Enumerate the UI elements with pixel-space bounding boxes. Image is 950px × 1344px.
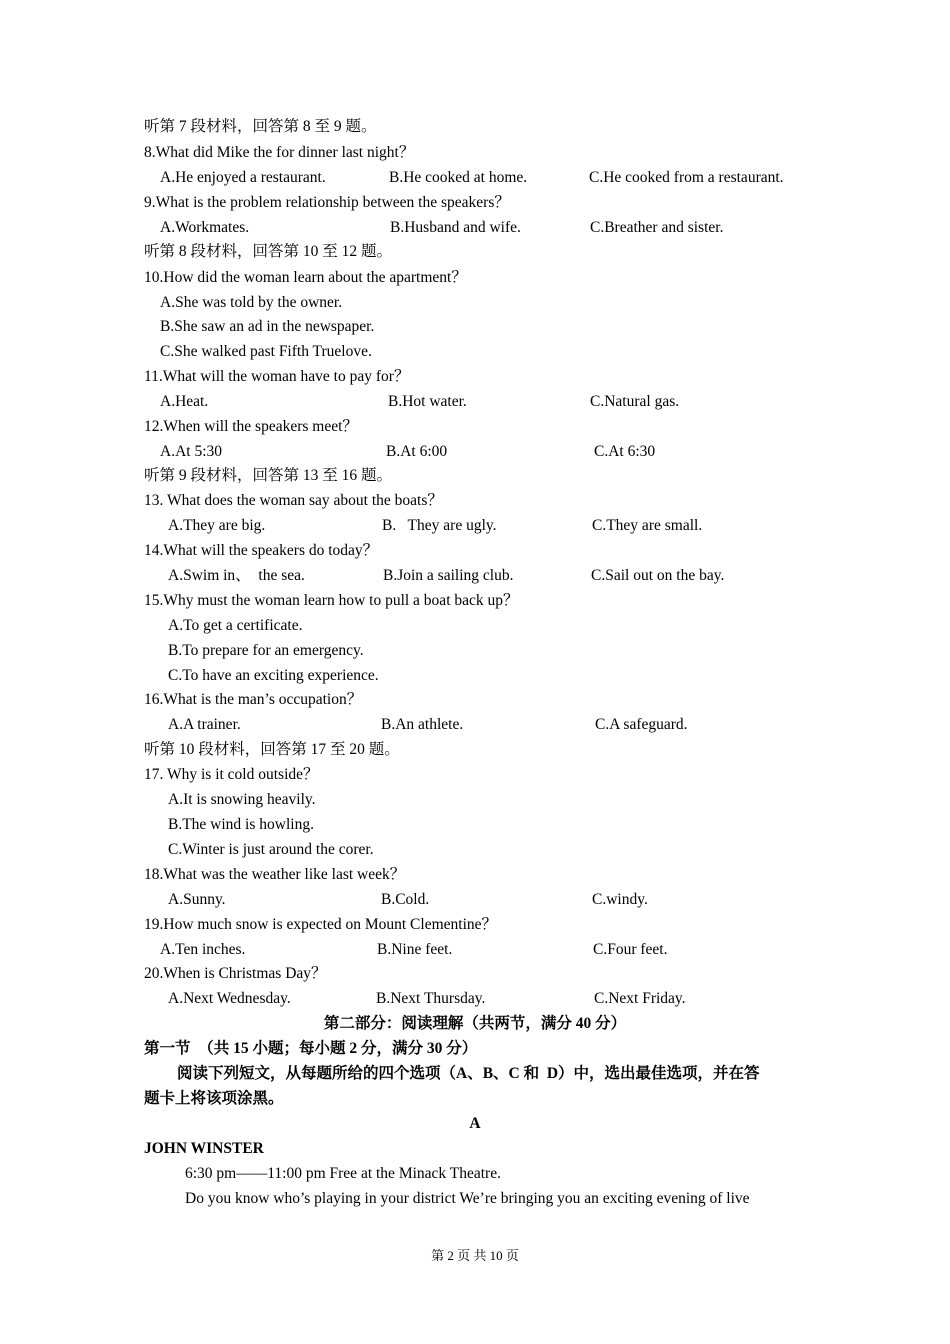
q19-option-a: A.Ten inches. xyxy=(160,941,246,958)
q15-option-a: A.To get a certificate. xyxy=(168,617,303,634)
question-11: 11.What will the woman have to pay for？ xyxy=(144,368,410,385)
q9-option-a: A.Workmates. xyxy=(160,219,250,236)
q9-option-b: B.Husband and wife. xyxy=(390,219,521,236)
section-heading-8: 听第 8 段材料，回答第 10 至 12 题。 xyxy=(144,243,393,260)
q15-option-c: C.To have an exciting experience. xyxy=(168,667,379,684)
passage-line-2: Do you know who’s playing in your district We’re bringing you an exciting evening of live xyxy=(185,1190,750,1207)
q9-option-c: C.Breather and sister. xyxy=(590,219,724,236)
q11-option-a: A.Heat. xyxy=(160,393,209,410)
q8-option-a: A.He enjoyed a restaurant. xyxy=(160,169,326,186)
q12-option-a: A.At 5:30 xyxy=(160,443,222,460)
q14-option-c: C.Sail out on the bay. xyxy=(591,567,725,584)
passage-line-1: 6:30 pm——11:00 pm Free at the Minack Theatre. xyxy=(185,1165,501,1182)
q10-option-a: A.She was told by the owner. xyxy=(160,294,343,311)
q17-option-a: A.It is snowing heavily. xyxy=(168,791,316,808)
section-heading-9: 听第 9 段材料，回答第 13 至 16 题。 xyxy=(144,467,393,484)
q17-option-c: C.Winter is just around the corer. xyxy=(168,841,374,858)
q11-option-b: B.Hot water. xyxy=(388,393,467,410)
question-19: 19.How much snow is expected on Mount Clementine？ xyxy=(144,916,498,933)
section-heading-10: 听第 10 段材料，回答第 17 至 20 题。 xyxy=(144,741,400,758)
question-8: 8.What did Mike the for dinner last night？ xyxy=(144,144,415,161)
q13-option-c: C.They are small. xyxy=(592,517,703,534)
question-15: 15.Why must the woman learn how to pull a boat back up？ xyxy=(144,592,519,609)
question-16: 16.What is the man’s occupation？ xyxy=(144,691,363,708)
q20-option-b: B.Next Thursday. xyxy=(376,990,486,1007)
q17-option-b: B.The wind is howling. xyxy=(168,816,314,833)
part2-instructions-line1: 阅读下列短文，从每题所给的四个选项（A、B、C 和 D）中，选出最佳选项，并在答 xyxy=(177,1065,760,1082)
q16-option-a: A.A trainer. xyxy=(168,716,241,733)
q18-option-c: C.windy. xyxy=(592,891,648,908)
q20-option-c: C.Next Friday. xyxy=(594,990,686,1007)
q19-option-b: B.Nine feet. xyxy=(377,941,453,958)
part2-title: 第二部分：阅读理解（共两节，满分 40 分） xyxy=(323,1015,627,1032)
q13-option-a: A.They are big. xyxy=(168,517,266,534)
question-13: 13. What does the woman say about the boats？ xyxy=(144,492,443,509)
question-12: 12.When will the speakers meet？ xyxy=(144,418,358,435)
q10-option-b: B.She saw an ad in the newspaper. xyxy=(160,318,375,335)
question-17: 17. Why is it cold outside？ xyxy=(144,766,319,783)
q14-option-a: A.Swim in、 the sea. xyxy=(168,567,305,584)
q14-option-b: B.Join a sailing club. xyxy=(383,567,514,584)
question-18: 18.What was the weather like last week？ xyxy=(144,866,406,883)
q12-option-c: C.At 6:30 xyxy=(594,443,656,460)
q8-option-b: B.He cooked at home. xyxy=(389,169,528,186)
passage-label: A xyxy=(469,1115,481,1132)
q19-option-c: C.Four feet. xyxy=(593,941,668,958)
section-heading-7: 听第 7 段材料，回答第 8 至 9 题。 xyxy=(144,118,377,135)
part2-instructions-line2: 题卡上将该项涂黑。 xyxy=(144,1090,284,1107)
q10-option-c: C.She walked past Fifth Truelove. xyxy=(160,343,372,360)
part2-section1-heading: 第一节 （共 15 小题；每小题 2 分，满分 30 分） xyxy=(144,1040,478,1057)
q20-option-a: A.Next Wednesday. xyxy=(168,990,291,1007)
q18-option-a: A.Sunny. xyxy=(168,891,226,908)
q13-option-b: B. They are ugly. xyxy=(382,517,497,534)
q16-option-c: C.A safeguard. xyxy=(595,716,688,733)
q16-option-b: B.An athlete. xyxy=(381,716,464,733)
question-10: 10.How did the woman learn about the apartment？ xyxy=(144,269,467,286)
page-footer: 第 2 页 共 10 页 xyxy=(431,1248,519,1263)
q18-option-b: B.Cold. xyxy=(381,891,430,908)
q11-option-c: C.Natural gas. xyxy=(590,393,680,410)
q8-option-c: C.He cooked from a restaurant. xyxy=(589,169,784,186)
passage-heading: JOHN WINSTER xyxy=(144,1140,264,1157)
question-9: 9.What is the problem relationship between the speakers？ xyxy=(144,194,510,211)
q15-option-b: B.To prepare for an emergency. xyxy=(168,642,364,659)
q12-option-b: B.At 6:00 xyxy=(386,443,448,460)
question-14: 14.What will the speakers do today？ xyxy=(144,542,379,559)
question-20: 20.When is Christmas Day？ xyxy=(144,965,327,982)
